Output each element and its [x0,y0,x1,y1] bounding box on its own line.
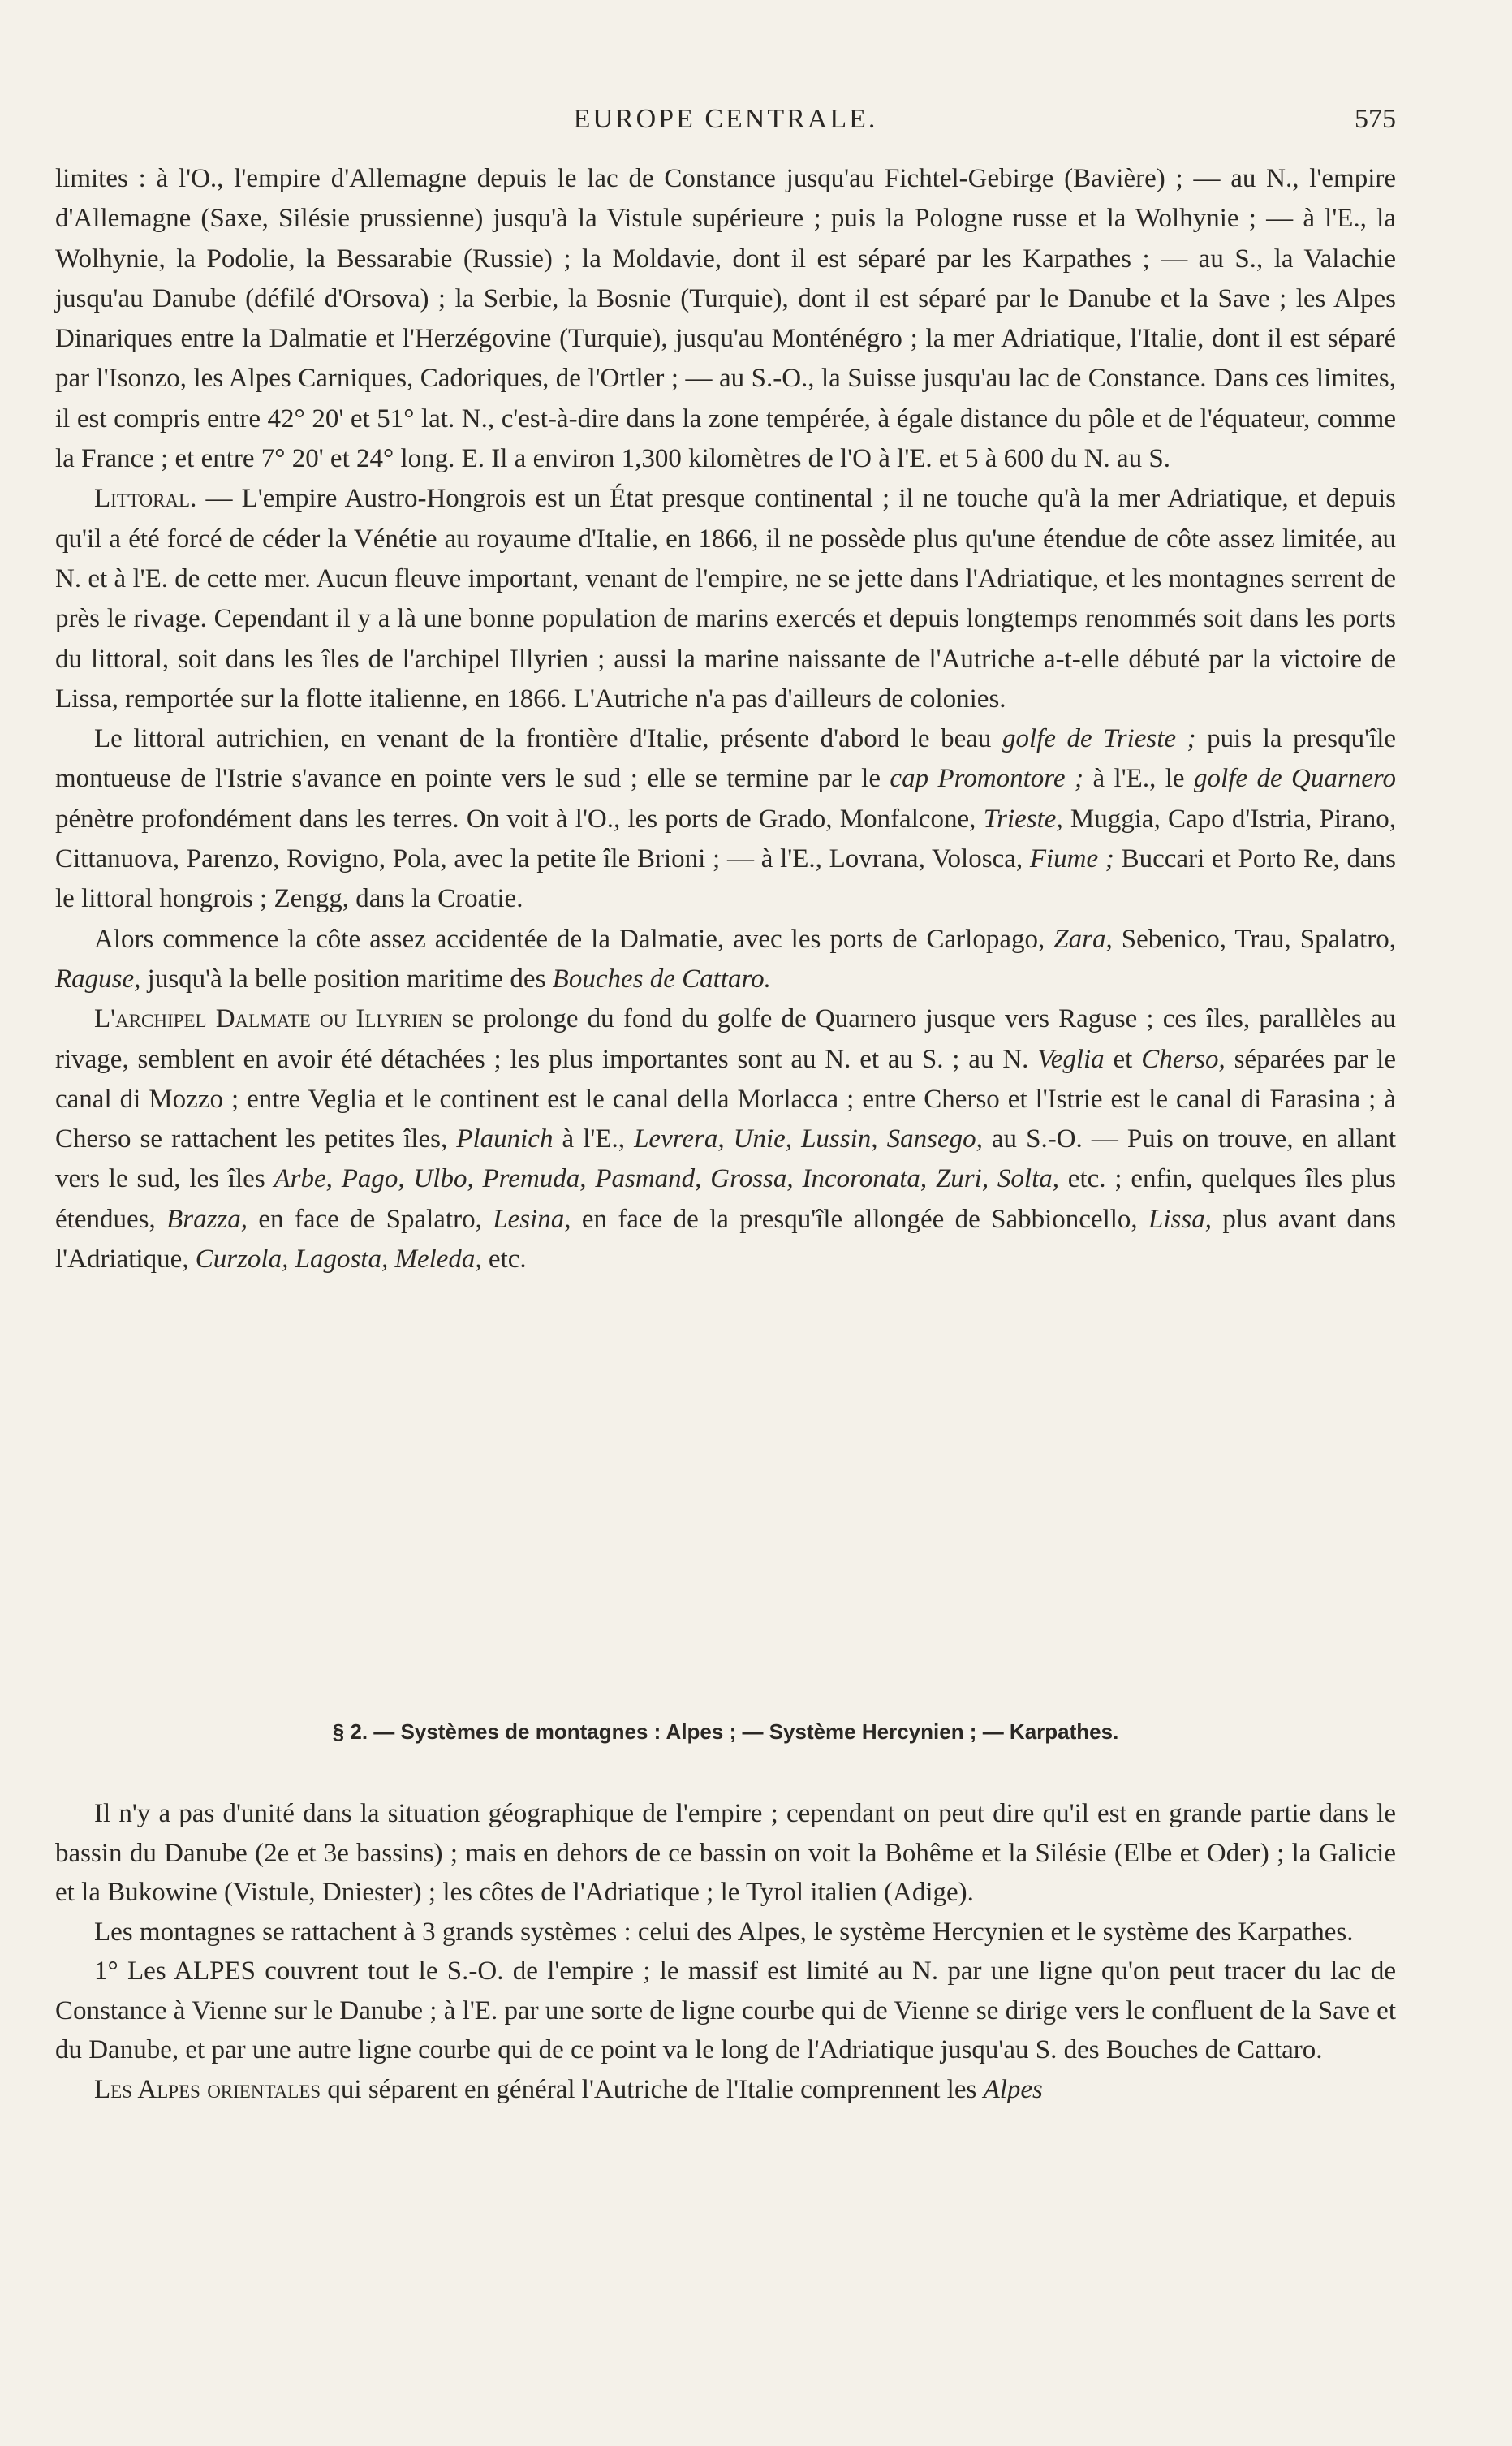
paragraph-lead: L'archipel Dalmate ou Illyrien [94,1004,443,1034]
paragraph-dalmatie: Alors commence la côte assez accidentée de la Dalmatie, avec les ports de Carlopago, Zara, Sebenico, Trau, Spalatro, Raguse, jusqu'à la belle position maritime des Bouches de Cattaro. [55,924,1396,994]
body-text [55,159,1396,1279]
place-name: Bouches de Cattaro. [552,964,771,994]
place-name: golfe de Quarnero [1194,764,1396,794]
body-text-section-2 [55,1794,1396,2109]
place-name: Trieste, [983,804,1063,834]
paragraph-archipel: L'archipel Dalmate ou Illyrien se prolonge du fond du golfe de Quarnero jusque vers Raguse ; ces îles, parallèles au rivage, semblent en avoir été détachées ; les plus importantes sont au N. et au S. ; au N. Veglia et Cherso, séparées par le canal di Mozzo ; entre Veglia et le continent est le canal della Morlacca ; entre Cherso et l'Istrie est le canal di Farasina ; à Cherso se rattachent les petites îles, Plaunich à l'E., Levrera, Unie, Lussin, Sansego, au S.-O. — Puis on trouve, en allant vers le sud, les îles Arbe, Pago, Ulbo, Premuda, Pasmand, Grossa, Incoronata, Zuri, Solta, etc. ; enfin, quelques îles plus étendues, Brazza, en face de Spalatro, Lesina, en face de la presqu'île allongée de Sabbioncello, Lissa, plus avant dans l'Adriatique, Curzola, Lagosta, Meleda, etc. [55,1004,1397,1275]
paragraph-montagnes: Les montagnes se rattachent à 3 grands systèmes : celui des Alpes, le système Hercynien et le système des Karpathes. [94,1917,1354,1947]
paragraph-unite: Il n'y a pas d'unité dans la situation géographique de l'empire ; cependant on peut dire qu'il est en grande partie dans le bassin du Danube (2e et 3e bassins) ; mais en dehors de ce bassin on voit la Bohême et la Silésie (Elbe et Oder) ; la Galicie et la Bukowine (Vistule, Dniester) ; les côtes de l'Adriatique ; le Tyrol italien (Adige). [55,1799,1396,1907]
page-number: 575 [1355,104,1396,134]
running-title: EUROPE CENTRALE. [573,104,878,134]
paragraph-lead: Littoral. [94,484,197,514]
place-name: Fiume ; [1029,844,1114,874]
section-heading: § 2. — Systèmes de montagnes : Alpes ; — Système Hercynien ; — Karpathes. [332,1719,1119,1744]
paragraph-littoral: Littoral. — L'empire Austro-Hongrois est un État presque continental ; il ne touche qu'à la mer Adriatique, et depuis qu'il a été forcé de céder la Vénétie au royaume d'Italie, en 1866, il ne possède plus qu'une étendue de côte assez limitée, au N. et à l'E. de cette mer. Aucun fleuve important, venant de l'empire, ne se jette dans l'Adriatique, et les montagnes serrent de près le rivage. Cependant il y a là une bonne population de marins exercés et depuis longtemps renommés soit dans les ports du littoral, soit dans les îles de l'archipel Illyrien ; aussi la marine naissante de l'Autriche a-t-elle débuté par la victoire de Lissa, remportée sur la flotte italienne, en 1866. L'Autriche n'a pas d'ailleurs de colonies. [55,484,1396,714]
paragraph-littoral-autrichien: Le littoral autrichien, en venant de la frontière d'Italie, présente d'abord le beau golfe de Trieste ; puis la presqu'île montueuse de l'Istrie s'avance en pointe vers le sud ; elle se termine par le cap Promontore ; à l'E., le golfe de Quarnero pénètre profondément dans les terres. On voit à l'O., les ports de Grado, Monfalcone, Trieste, Muggia, Capo d'Istria, Pirano, Cittanuova, Parenzo, Rovigno, Pola, avec la petite île Brioni ; — à l'E., Lovrana, Volosca, Fiume ; Buccari et Porto Re, dans le littoral hongrois ; Zengg, dans la Croatie. [55,724,1397,914]
place-name: Raguse, [55,964,141,994]
paragraph-lead: Les Alpes orientales [94,2074,321,2104]
paragraph-alpes: 1° Les ALPES couvrent tout le S.-O. de l'empire ; le massif est limité au N. par une ligne qu'on peut tracer du lac de Constance à Vienne sur le Danube ; à l'E. par une sorte de ligne courbe qui de Vienne se dirige vers le confluent de la Save et du Danube, et par une autre ligne courbe qui de ce point va le long de l'Adriatique jusqu'au S. des Bouches de Cattaro. [55,1956,1396,2064]
paragraph-limites: limites : à l'O., l'empire d'Allemagne depuis le lac de Constance jusqu'au Fichtel-Gebirge (Bavière) ; — au N., l'empire d'Allemagne (Saxe, Silésie prussienne) jusqu'à la Vistule supérieure ; puis la Pologne russe et la Wolhynie ; — à l'E., la Wolhynie, la Podolie, la Bessarabie (Russie) ; la Moldavie, dont il est séparé par les Karpathes ; — au S., la Valachie jusqu'au Danube (défilé d'Orsova) ; la Serbie, la Bosnie (Turquie), dont il est séparé par le Danube et la Save ; les Alpes Dinariques entre la Dalmatie et l'Herzégovine (Turquie), jusqu'au Monténégro ; la mer Adriatique, l'Italie, dont il est séparé par l'Isonzo, les Alpes Carniques, Cadoriques, de l'Ortler ; — au S.-O., la Suisse jusqu'au lac de Constance. Dans ces limites, il est compris entre 42° 20' et 51° lat. N., c'est-à-dire dans la zone tempérée, à égale distance du pôle et de l'équateur, comme la France ; et entre 7° 20' et 24° long. E. Il a environ 1,300 kilomètres de l'O à l'E. et 5 à 600 du N. au S. [55,164,1396,474]
paragraph-alpes-orientales: Les Alpes orientales qui séparent en général l'Autriche de l'Italie comprennent les Alpes [94,2074,1043,2104]
place-name: Zara, [1053,924,1113,954]
place-name: cap Promontore ; [890,764,1083,794]
place-name: golfe de Trieste ; [1002,724,1196,754]
